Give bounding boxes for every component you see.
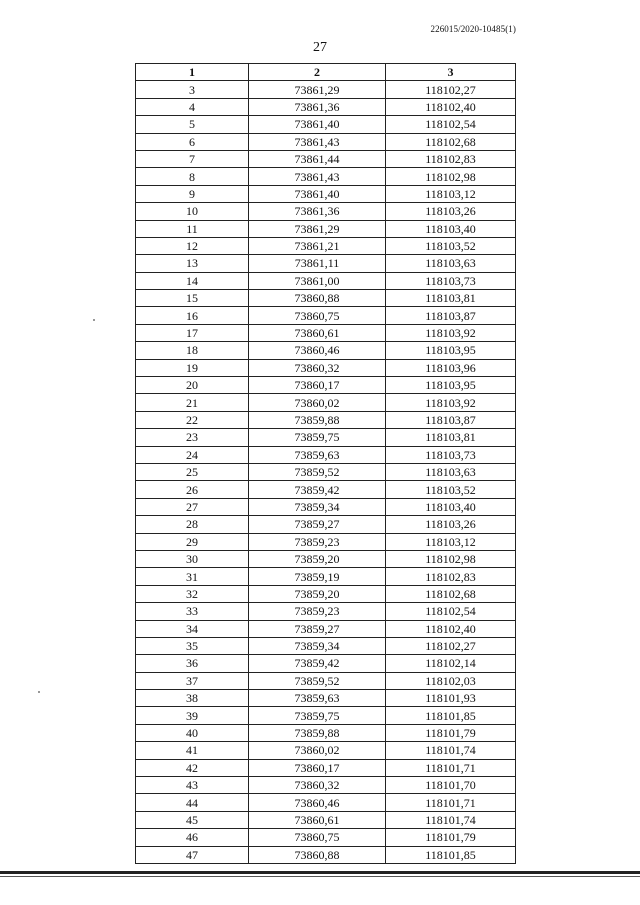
y-coordinate-cell: 118101,79 (386, 829, 516, 846)
y-coordinate-cell: 118102,68 (386, 133, 516, 150)
y-coordinate-cell: 118103,40 (386, 498, 516, 515)
table-row (136, 220, 516, 237)
y-coordinate-cell: 118103,81 (386, 290, 516, 307)
table-row (136, 237, 516, 254)
y-coordinate-cell: 118103,52 (386, 237, 516, 254)
x-coordinate-cell: 73861,36 (249, 203, 386, 220)
table-row (136, 411, 516, 428)
x-coordinate-cell: 73859,42 (249, 655, 386, 672)
x-coordinate-cell: 73860,32 (249, 777, 386, 794)
x-coordinate-cell: 73859,63 (249, 446, 386, 463)
table-row (136, 690, 516, 707)
point-number-cell: 45 (136, 811, 249, 828)
x-coordinate-cell: 73861,11 (249, 255, 386, 272)
x-coordinate-cell: 73859,34 (249, 498, 386, 515)
table-row (136, 533, 516, 550)
table-row (136, 777, 516, 794)
point-number-cell: 34 (136, 620, 249, 637)
y-coordinate-cell: 118103,81 (386, 429, 516, 446)
table-row (136, 116, 516, 133)
x-coordinate-cell: 73861,29 (249, 220, 386, 237)
point-number-cell: 16 (136, 307, 249, 324)
table-row (136, 568, 516, 585)
table-row (136, 811, 516, 828)
point-number-cell: 46 (136, 829, 249, 846)
table-row (136, 203, 516, 220)
y-coordinate-cell: 118102,27 (386, 637, 516, 654)
table-row (136, 550, 516, 567)
table-row (136, 794, 516, 811)
y-coordinate-cell: 118102,83 (386, 568, 516, 585)
x-coordinate-cell: 73860,46 (249, 794, 386, 811)
point-number-cell: 7 (136, 150, 249, 167)
y-coordinate-cell: 118103,12 (386, 185, 516, 202)
y-coordinate-cell: 118103,95 (386, 342, 516, 359)
table-row (136, 307, 516, 324)
page-number: 27 (313, 40, 327, 55)
y-coordinate-cell: 118102,27 (386, 81, 516, 98)
y-coordinate-cell: 118103,92 (386, 324, 516, 341)
y-coordinate-cell: 118103,73 (386, 272, 516, 289)
x-coordinate-cell: 73860,88 (249, 846, 386, 863)
x-coordinate-cell: 73860,46 (249, 342, 386, 359)
x-coordinate-cell: 73859,20 (249, 585, 386, 602)
table-row (136, 707, 516, 724)
point-number-cell: 3 (136, 81, 249, 98)
y-coordinate-cell: 118103,87 (386, 307, 516, 324)
x-coordinate-cell: 73860,02 (249, 394, 386, 411)
x-coordinate-cell: 73859,27 (249, 620, 386, 637)
table-row (136, 359, 516, 376)
x-coordinate-cell: 73859,88 (249, 411, 386, 428)
y-coordinate-cell: 118102,83 (386, 150, 516, 167)
point-number-cell: 41 (136, 742, 249, 759)
x-coordinate-cell: 73861,00 (249, 272, 386, 289)
x-coordinate-cell: 73859,88 (249, 724, 386, 741)
point-number-cell: 5 (136, 116, 249, 133)
table-row (136, 168, 516, 185)
y-coordinate-cell: 118101,74 (386, 811, 516, 828)
point-number-cell: 10 (136, 203, 249, 220)
table-row (136, 620, 516, 637)
table-row (136, 290, 516, 307)
table-row (136, 272, 516, 289)
y-coordinate-cell: 118102,54 (386, 603, 516, 620)
point-number-cell: 36 (136, 655, 249, 672)
y-coordinate-cell: 118102,40 (386, 98, 516, 115)
x-coordinate-cell: 73860,75 (249, 307, 386, 324)
y-coordinate-cell: 118102,98 (386, 168, 516, 185)
x-coordinate-cell: 73860,75 (249, 829, 386, 846)
point-number-cell: 25 (136, 463, 249, 480)
table-row (136, 724, 516, 741)
point-number-cell: 39 (136, 707, 249, 724)
x-coordinate-cell: 73860,88 (249, 290, 386, 307)
x-coordinate-cell: 73859,34 (249, 637, 386, 654)
point-number-cell: 47 (136, 846, 249, 863)
point-number-cell: 40 (136, 724, 249, 741)
x-coordinate-cell: 73859,63 (249, 690, 386, 707)
point-number-cell: 42 (136, 759, 249, 776)
table-row (136, 429, 516, 446)
point-number-cell: 28 (136, 516, 249, 533)
x-coordinate-cell: 73861,21 (249, 237, 386, 254)
table-row (136, 342, 516, 359)
point-number-cell: 44 (136, 794, 249, 811)
table-header-row (136, 64, 516, 81)
footer-rule-thin (0, 876, 640, 877)
footer-rule (0, 871, 640, 874)
y-coordinate-cell: 118101,79 (386, 724, 516, 741)
table-body (136, 81, 516, 864)
y-coordinate-cell: 118101,74 (386, 742, 516, 759)
x-coordinate-cell: 73860,17 (249, 377, 386, 394)
table-row (136, 463, 516, 480)
column-header-1: 1 (136, 64, 249, 81)
x-coordinate-cell: 73860,32 (249, 359, 386, 376)
y-coordinate-cell: 118102,54 (386, 116, 516, 133)
point-number-cell: 43 (136, 777, 249, 794)
y-coordinate-cell: 118103,96 (386, 359, 516, 376)
point-number-cell: 15 (136, 290, 249, 307)
y-coordinate-cell: 118102,98 (386, 550, 516, 567)
table-row (136, 742, 516, 759)
x-coordinate-cell: 73861,43 (249, 168, 386, 185)
document-reference: 226015/2020-10485(1) (430, 24, 516, 34)
point-number-cell: 31 (136, 568, 249, 585)
point-number-cell: 13 (136, 255, 249, 272)
table-row (136, 446, 516, 463)
point-number-cell: 38 (136, 690, 249, 707)
y-coordinate-cell: 118102,68 (386, 585, 516, 602)
x-coordinate-cell: 73859,20 (249, 550, 386, 567)
point-number-cell: 8 (136, 168, 249, 185)
x-coordinate-cell: 73860,61 (249, 811, 386, 828)
table-row (136, 603, 516, 620)
table-row (136, 98, 516, 115)
y-coordinate-cell: 118103,95 (386, 377, 516, 394)
point-number-cell: 37 (136, 672, 249, 689)
table-row (136, 585, 516, 602)
scan-speck (93, 319, 95, 321)
point-number-cell: 4 (136, 98, 249, 115)
table-row (136, 377, 516, 394)
y-coordinate-cell: 118101,71 (386, 759, 516, 776)
coordinates-table (135, 63, 516, 864)
y-coordinate-cell: 118101,93 (386, 690, 516, 707)
table-row (136, 185, 516, 202)
scan-speck (38, 691, 40, 693)
x-coordinate-cell: 73860,17 (249, 759, 386, 776)
point-number-cell: 20 (136, 377, 249, 394)
table-row (136, 498, 516, 515)
table-row (136, 655, 516, 672)
table-row (136, 481, 516, 498)
point-number-cell: 33 (136, 603, 249, 620)
y-coordinate-cell: 118103,52 (386, 481, 516, 498)
column-header-2: 2 (249, 64, 386, 81)
x-coordinate-cell: 73859,19 (249, 568, 386, 585)
point-number-cell: 9 (136, 185, 249, 202)
table-row (136, 672, 516, 689)
y-coordinate-cell: 118103,73 (386, 446, 516, 463)
point-number-cell: 22 (136, 411, 249, 428)
point-number-cell: 32 (136, 585, 249, 602)
table-row (136, 394, 516, 411)
point-number-cell: 6 (136, 133, 249, 150)
point-number-cell: 18 (136, 342, 249, 359)
point-number-cell: 17 (136, 324, 249, 341)
x-coordinate-cell: 73859,23 (249, 533, 386, 550)
x-coordinate-cell: 73859,27 (249, 516, 386, 533)
x-coordinate-cell: 73859,52 (249, 463, 386, 480)
table-row (136, 324, 516, 341)
x-coordinate-cell: 73861,29 (249, 81, 386, 98)
x-coordinate-cell: 73861,40 (249, 185, 386, 202)
table-row (136, 637, 516, 654)
x-coordinate-cell: 73861,44 (249, 150, 386, 167)
y-coordinate-cell: 118103,92 (386, 394, 516, 411)
y-coordinate-cell: 118102,03 (386, 672, 516, 689)
x-coordinate-cell: 73859,75 (249, 707, 386, 724)
y-coordinate-cell: 118103,12 (386, 533, 516, 550)
y-coordinate-cell: 118101,85 (386, 846, 516, 863)
table-row (136, 255, 516, 272)
y-coordinate-cell: 118101,71 (386, 794, 516, 811)
point-number-cell: 11 (136, 220, 249, 237)
table-row (136, 829, 516, 846)
y-coordinate-cell: 118103,87 (386, 411, 516, 428)
point-number-cell: 19 (136, 359, 249, 376)
table-row (136, 133, 516, 150)
x-coordinate-cell: 73861,43 (249, 133, 386, 150)
point-number-cell: 30 (136, 550, 249, 567)
point-number-cell: 21 (136, 394, 249, 411)
point-number-cell: 12 (136, 237, 249, 254)
x-coordinate-cell: 73861,40 (249, 116, 386, 133)
y-coordinate-cell: 118103,40 (386, 220, 516, 237)
y-coordinate-cell: 118103,26 (386, 516, 516, 533)
y-coordinate-cell: 118102,14 (386, 655, 516, 672)
point-number-cell: 23 (136, 429, 249, 446)
table-row (136, 81, 516, 98)
point-number-cell: 24 (136, 446, 249, 463)
y-coordinate-cell: 118103,63 (386, 255, 516, 272)
x-coordinate-cell: 73859,52 (249, 672, 386, 689)
y-coordinate-cell: 118102,40 (386, 620, 516, 637)
point-number-cell: 27 (136, 498, 249, 515)
point-number-cell: 26 (136, 481, 249, 498)
x-coordinate-cell: 73860,61 (249, 324, 386, 341)
point-number-cell: 14 (136, 272, 249, 289)
table-row (136, 150, 516, 167)
x-coordinate-cell: 73860,02 (249, 742, 386, 759)
y-coordinate-cell: 118101,70 (386, 777, 516, 794)
x-coordinate-cell: 73859,75 (249, 429, 386, 446)
x-coordinate-cell: 73861,36 (249, 98, 386, 115)
table-row (136, 759, 516, 776)
y-coordinate-cell: 118103,26 (386, 203, 516, 220)
column-header-3: 3 (386, 64, 516, 81)
x-coordinate-cell: 73859,23 (249, 603, 386, 620)
x-coordinate-cell: 73859,42 (249, 481, 386, 498)
point-number-cell: 35 (136, 637, 249, 654)
y-coordinate-cell: 118101,85 (386, 707, 516, 724)
y-coordinate-cell: 118103,63 (386, 463, 516, 480)
table-row (136, 846, 516, 863)
table-row (136, 516, 516, 533)
point-number-cell: 29 (136, 533, 249, 550)
